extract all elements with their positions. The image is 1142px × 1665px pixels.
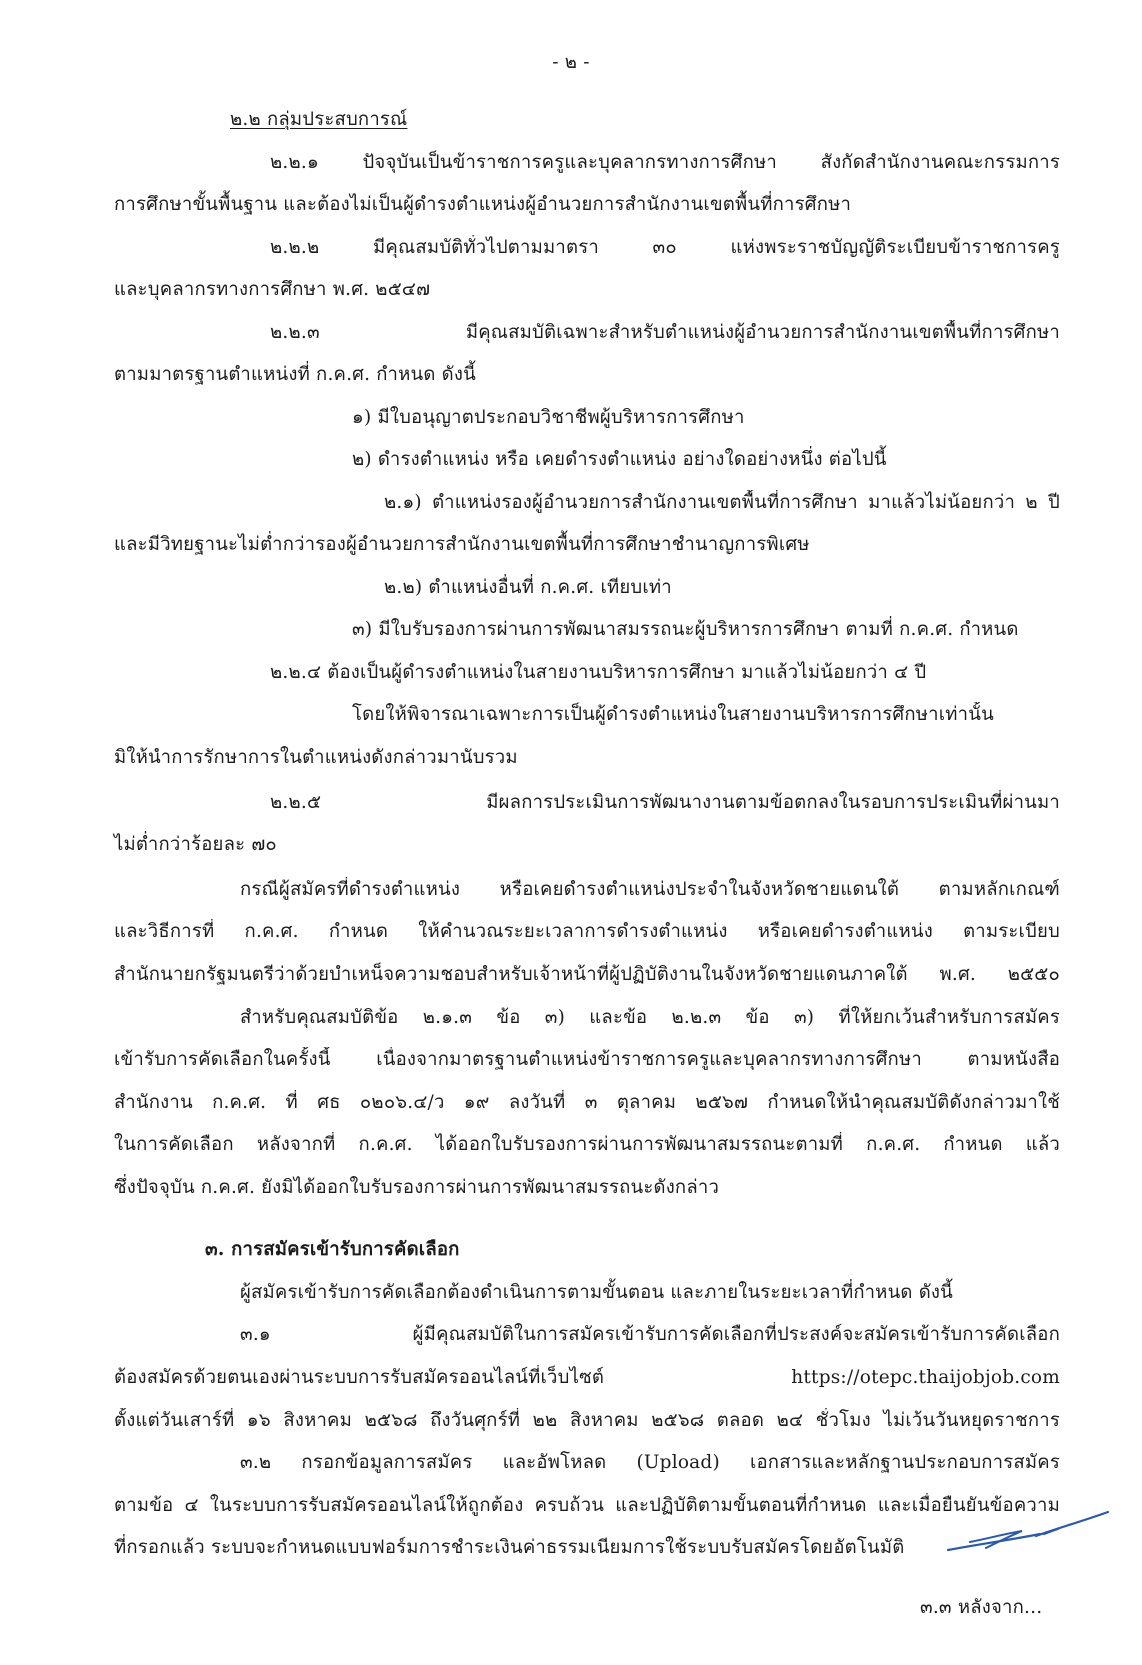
- paragraph-line: กรณีผู้สมัครที่ดำรงตำแหน่ง หรือเคยดำรงตำแหน่งประจำในจังหวัดชายแดนใต้ ตามหลักเกณฑ์: [240, 879, 1060, 900]
- list-item: ๒.๑) ตำแหน่งรองผู้อำนวยการสำนักงานเขตพื้นที่การศึกษา มาแล้วไม่น้อยกว่า ๒ ปี: [384, 492, 1060, 513]
- page-number: - ๒ -: [552, 52, 590, 73]
- paragraph-line: และมีวิทยฐานะไม่ต่ำกว่ารองผู้อำนวยการสำนักงานเขตพื้นที่การศึกษาชำนาญการพิเศษ: [114, 534, 810, 555]
- list-item: ๒) ดำรงตำแหน่ง หรือ เคยดำรงตำแหน่ง อย่างใดอย่างหนึ่ง ต่อไปนี้: [352, 449, 887, 470]
- paragraph-line: ตามข้อ ๔ ในระบบการรับสมัครออนไลน์ให้ถูกต้อง ครบถ้วน และปฏิบัติตามขั้นตอนที่กำหนด และเมื่อยืนยันข้อความ: [114, 1495, 1060, 1516]
- paragraph-line: มิให้นำการรักษาการในตำแหน่งดังกล่าวมานับรวม: [114, 747, 518, 768]
- paragraph-line: การศึกษาขั้นพื้นฐาน และต้องไม่เป็นผู้ดำรงตำแหน่งผู้อำนวยการสำนักงานเขตพื้นที่การศึกษา: [114, 194, 852, 215]
- paragraph-line: เข้ารับการคัดเลือกในครั้งนี้ เนื่องจากมาตรฐานตำแหน่งข้าราชการครูและบุคลากรทางการศึกษา ตามหนังสือ: [114, 1049, 1060, 1070]
- paragraph-line: ตั้งแต่วันเสาร์ที่ ๑๖ สิงหาคม ๒๕๖๘ ถึงวันศุกร์ที่ ๒๒ สิงหาคม ๒๕๖๘ ตลอด ๒๔ ชั่วโมง ไม่เว้นวันหยุดราชการ: [114, 1410, 1060, 1431]
- paragraph-line: ตามมาตรฐานตำแหน่งที่ ก.ค.ศ. กำหนด ดังนี้: [114, 364, 476, 385]
- paragraph-line: ๒.๒.๕ มีผลการประเมินการพัฒนางานตามข้อตกลงในรอบการประเมินที่ผ่านมา: [270, 792, 1060, 813]
- paragraph-line: สำนักงาน ก.ค.ศ. ที่ ศธ ๐๒๐๖.๔/ว ๑๙ ลงวันที่ ๓ ตุลาคม ๒๕๖๗ กำหนดให้นำคุณสมบัติดังกล่าวมาใช้: [114, 1092, 1060, 1113]
- list-item: ๓) มีใบรับรองการผ่านการพัฒนาสมรรถนะผู้บริหารการศึกษา ตามที่ ก.ค.ศ. กำหนด: [352, 619, 1019, 640]
- paragraph-line: ๒.๒.๔ ต้องเป็นผู้ดำรงตำแหน่งในสายงานบริหารการศึกษา มาแล้วไม่น้อยกว่า ๔ ปี: [270, 662, 927, 683]
- signature-mark: [940, 1498, 1110, 1558]
- paragraph-line: ในการคัดเลือก หลังจากที่ ก.ค.ศ. ได้ออกใบรับรองการผ่านการพัฒนาสมรรถนะตามที่ ก.ค.ศ. กำหนด แล้ว: [114, 1134, 1060, 1155]
- paragraph-line: ๒.๒.๓ มีคุณสมบัติเฉพาะสำหรับตำแหน่งผู้อำนวยการสำนักงานเขตพื้นที่การศึกษา: [270, 322, 1060, 343]
- paragraph-line: ๒.๒.๑ ปัจจุบันเป็นข้าราชการครูและบุคลากรทางการศึกษา สังกัดสำนักงานคณะกรรมการ: [270, 152, 1060, 173]
- paragraph-line: ผู้สมัครเข้ารับการคัดเลือกต้องดำเนินการตามขั้นตอน และภายในระยะเวลาที่กำหนด ดังนี้: [240, 1282, 954, 1303]
- paragraph-line: ต้องสมัครด้วยตนเองผ่านระบบการรับสมัครออนไลน์ที่เว็บไซต์ https://otepc.thaijobjob.com: [114, 1367, 1060, 1388]
- paragraph-line: ๒.๒.๒ มีคุณสมบัติทั่วไปตามมาตรา ๓๐ แห่งพระราชบัญญัติระเบียบข้าราชการครู: [270, 237, 1060, 258]
- section-2-2-heading: ๒.๒ กลุ่มประสบการณ์: [230, 109, 408, 130]
- paragraph-line: ๓.๑ ผู้มีคุณสมบัติในการสมัครเข้ารับการคัดเลือกที่ประสงค์จะสมัครเข้ารับการคัดเลือก: [240, 1324, 1060, 1345]
- paragraph-line: ๓.๒ กรอกข้อมูลการสมัคร และอัพโหลด (Upload) เอกสารและหลักฐานประกอบการสมัคร: [240, 1452, 1060, 1473]
- paragraph-line: โดยให้พิจารณาเฉพาะการเป็นผู้ดำรงตำแหน่งในสายงานบริหารการศึกษาเท่านั้น: [352, 704, 994, 725]
- list-item: ๑) มีใบอนุญาตประกอบวิชาชีพผู้บริหารการศึกษา: [352, 407, 745, 428]
- page-continuation: ๓.๓ หลังจาก...: [920, 1597, 1043, 1618]
- paragraph-line: ไม่ต่ำกว่าร้อยละ ๗๐: [114, 834, 277, 855]
- section-3-heading: ๓. การสมัครเข้ารับการคัดเลือก: [205, 1239, 460, 1260]
- paragraph-line: และวิธีการที่ ก.ค.ศ. กำหนด ให้คำนวณระยะเวลาการดำรงตำแหน่ง หรือเคยดำรงตำแหน่ง ตามระเบียบ: [114, 921, 1060, 942]
- paragraph-line: สำนักนายกรัฐมนตรีว่าด้วยบำเหน็จความชอบสำหรับเจ้าหน้าที่ผู้ปฏิบัติงานในจังหวัดชายแดนภาคใต้ พ.ศ. ๒๕๕๐: [114, 964, 1060, 985]
- paragraph-line: ซึ่งปัจจุบัน ก.ค.ศ. ยังมิได้ออกใบรับรองการผ่านการพัฒนาสมรรถนะดังกล่าว: [114, 1177, 720, 1198]
- paragraph-line: และบุคลากรทางการศึกษา พ.ศ. ๒๕๔๗: [114, 279, 431, 300]
- paragraph-line: ที่กรอกแล้ว ระบบจะกำหนดแบบฟอร์มการชำระเงินค่าธรรมเนียมการใช้ระบบรับสมัครโดยอัตโนมัติ: [114, 1537, 905, 1558]
- paragraph-line: สำหรับคุณสมบัติข้อ ๒.๑.๓ ข้อ ๓) และข้อ ๒.๒.๓ ข้อ ๓) ที่ให้ยกเว้นสำหรับการสมัคร: [240, 1007, 1060, 1028]
- list-item: ๒.๒) ตำแหน่งอื่นที่ ก.ค.ศ. เทียบเท่า: [384, 577, 672, 598]
